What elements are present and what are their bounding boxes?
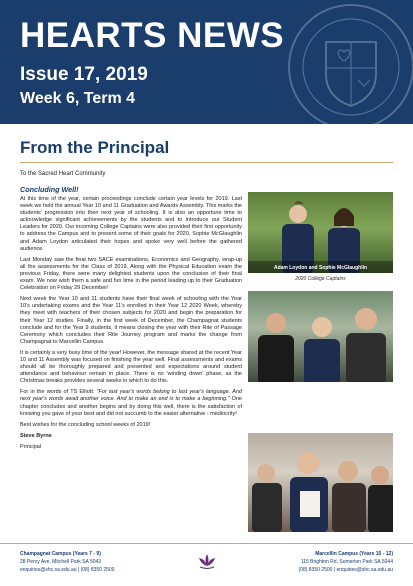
ts-elliott-quote: "For last year's words belong to last year's language. And next year's words await another voice. And to make an end is to make a beginning." bbox=[20, 389, 242, 403]
paragraph-quote bbox=[20, 389, 242, 417]
salutation: To the Sacred Heart Community bbox=[20, 171, 106, 177]
lotus-logo-icon bbox=[197, 552, 217, 570]
newsletter-title: HEARTS NEWS bbox=[20, 16, 285, 55]
footer-right-contact: (08) 8350 2500 | enquiries@shc.sa.edu.au bbox=[298, 567, 393, 573]
section-divider bbox=[20, 162, 393, 163]
quote-followup: One chapter concludes and another begins and by doing this well, there is the satisfaction of knowing you gave of your best and did not succumb to the easier alternative - mediocrity! bbox=[20, 396, 242, 417]
footer-right-address: 115 Brighton Rd, Somerton Park SA 5044 bbox=[300, 559, 393, 565]
certificate-figures bbox=[248, 433, 393, 532]
footer-champagnat bbox=[20, 550, 115, 574]
footer-left-address: 28 Percy Ave, Mitchell Park SA 5043 bbox=[20, 559, 102, 565]
school-crest-icon bbox=[286, 2, 413, 124]
paragraph-final-week: Next week the Year 10 and 11 students have their final week of schooling with the Year 10's undertaking exams and the Year 11's enrolled in their Year 12 2020 Week, whereby they meet with teachers of their chosen subjects for 2020 and begin the preparation for their Year 12 studies. Finally, in the first week of December, the Champagnat students conclude and for the Year 9 students, it means closing the year with their Rite of Passage Ceremony which concludes their Rite Journey program and marks the change from Champagnat to Marcellin Campus. bbox=[20, 296, 242, 345]
paragraph-graduation: At this time of the year, certain proceedings conclude certain year levels for 2019. Last week we held the annual Year 10 and 11 Graduation and Awards Assembly. This marks the students' progression into their next year of schooling. It is also an opportune time to acknowledge significant achievements by the students and to introduce our Student Leaders for 2020. Our incoming College Captains were also provided their first opportunity to address the Campus and to present some of their goals for 2020. Sophie McGlaughlin and Adam Loydon articulated their hopes and spoke very well before the gathered audience. bbox=[20, 196, 242, 252]
issue-number: Issue 17, 2019 bbox=[20, 64, 148, 85]
photo-overlay-caption: Adam Loydon and Sophie McGlaughlin bbox=[273, 265, 368, 271]
college-captains-photo bbox=[248, 192, 393, 273]
photo-caption: 2020 College Captains bbox=[295, 276, 346, 282]
paragraph-sace-exams: Last Monday saw the final two SACE examinations, Economics and Geography, wrap-up all the assessments for the Class of 2019. Along with the Physical Education exam the previous Friday, there were many delighted students upon the conclusion of their final exam. We now wish them a safe and fun time in the period leading up to their Graduation Celebration on Friday 29 December! bbox=[20, 256, 242, 292]
quote-intro: For in the words of TS Elliott: bbox=[20, 389, 97, 396]
award-group-photo bbox=[248, 291, 393, 382]
footer-left-title: Champagnat Campus (Years 7 - 9) bbox=[20, 551, 101, 557]
signature-role: Principal bbox=[20, 443, 42, 450]
footer-left-contact: enquiries@shc.sa.edu.au | (08) 8350 2500 bbox=[20, 567, 115, 573]
footer-marcellin bbox=[299, 550, 394, 574]
paragraph-best-wishes: Best wishes for the concluding school weeks of 2019! bbox=[20, 421, 151, 428]
week-term: Week 6, Term 4 bbox=[20, 90, 136, 107]
article-subheading: Concluding Well! bbox=[20, 185, 79, 194]
award-figures bbox=[248, 291, 393, 382]
footer-right-title: Marcellin Campus (Years 10 - 12) bbox=[315, 551, 393, 557]
section-heading: From the Principal bbox=[20, 138, 170, 157]
certificate-photo bbox=[248, 433, 393, 532]
article-body bbox=[20, 185, 242, 455]
masthead bbox=[0, 0, 413, 124]
paragraph-busy-time: It is certainly a very busy time of the year! However, the message shared at the recent Year 10 and 11 Assembly was focused on finishing the year well. Final assessments and exams should all be thoroughly prepared and presented and expectations around student attendance and behaviour remain in place. There is no 'winding down' phase, as the Christmas breaks provides several weeks in which to do this. bbox=[20, 349, 242, 385]
signature-name: Steve Byrne bbox=[20, 432, 52, 439]
